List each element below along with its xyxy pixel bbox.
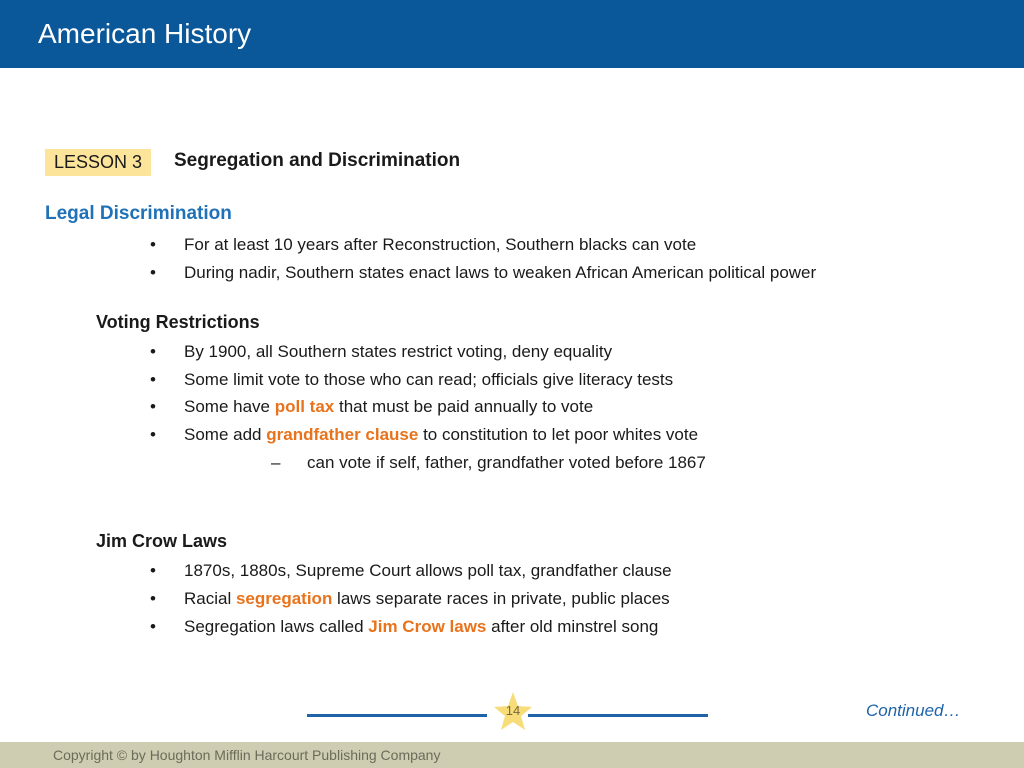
sub-bullet-dash: –	[271, 453, 281, 472]
section-heading-legal-discrimination: Legal Discrimination	[45, 203, 232, 224]
bullet-supreme-court: 1870s, 1880s, Supreme Court allows poll tax, grandfather clause	[184, 561, 672, 580]
lesson-badge: LESSON 3	[45, 149, 151, 176]
footer-divider-left	[307, 714, 487, 717]
bullet-restrict-voting: By 1900, all Southern states restrict voting, deny equality	[184, 342, 613, 361]
lesson-title: Segregation and Discrimination	[174, 150, 461, 171]
bullet-marker: •	[150, 561, 156, 580]
subheading-jim-crow-laws: Jim Crow Laws	[96, 531, 228, 551]
copyright-text: Copyright © by Houghton Mifflin Harcourt Publishing Company	[53, 747, 441, 763]
term-jim-crow-laws: Jim Crow laws	[368, 617, 487, 636]
bullet-marker: •	[150, 589, 156, 608]
bullet-marker: •	[150, 235, 156, 254]
bullet-marker: •	[150, 617, 156, 636]
term-grandfather-clause: grandfather clause	[266, 425, 419, 444]
page-number: 14	[505, 703, 521, 718]
bullet-jim-crow-name: Segregation laws called Jim Crow laws after old minstrel song	[184, 617, 659, 636]
title-bar	[0, 0, 1024, 68]
bullet-reconstruction-voting: For at least 10 years after Reconstruction, Southern blacks can vote	[184, 235, 697, 254]
bullet-marker: •	[150, 370, 156, 389]
bullet-marker: •	[150, 342, 156, 361]
bullet-marker: •	[150, 425, 156, 444]
bullet-poll-tax: Some have poll tax that must be paid annually to vote	[184, 397, 594, 416]
bullet-marker: •	[150, 397, 156, 416]
continued-note: Continued…	[866, 701, 961, 720]
footer-divider-right	[528, 714, 708, 717]
slide-deck-title: American History	[38, 18, 252, 49]
bullet-marker: •	[150, 263, 156, 282]
bullet-segregation-laws: Racial segregation laws separate races in private, public places	[184, 589, 670, 608]
bullet-nadir-laws: During nadir, Southern states enact laws to weaken African American political power	[184, 263, 817, 282]
sub-bullet-voted-before-1867: can vote if self, father, grandfather voted before 1867	[307, 453, 706, 472]
bullet-literacy-tests: Some limit vote to those who can read; officials give literacy tests	[184, 370, 674, 389]
bullet-grandfather-clause: Some add grandfather clause to constitution to let poor whites vote	[184, 425, 699, 444]
subheading-voting-restrictions: Voting Restrictions	[96, 312, 260, 332]
term-segregation: segregation	[235, 589, 333, 608]
term-poll-tax: poll tax	[274, 397, 335, 416]
